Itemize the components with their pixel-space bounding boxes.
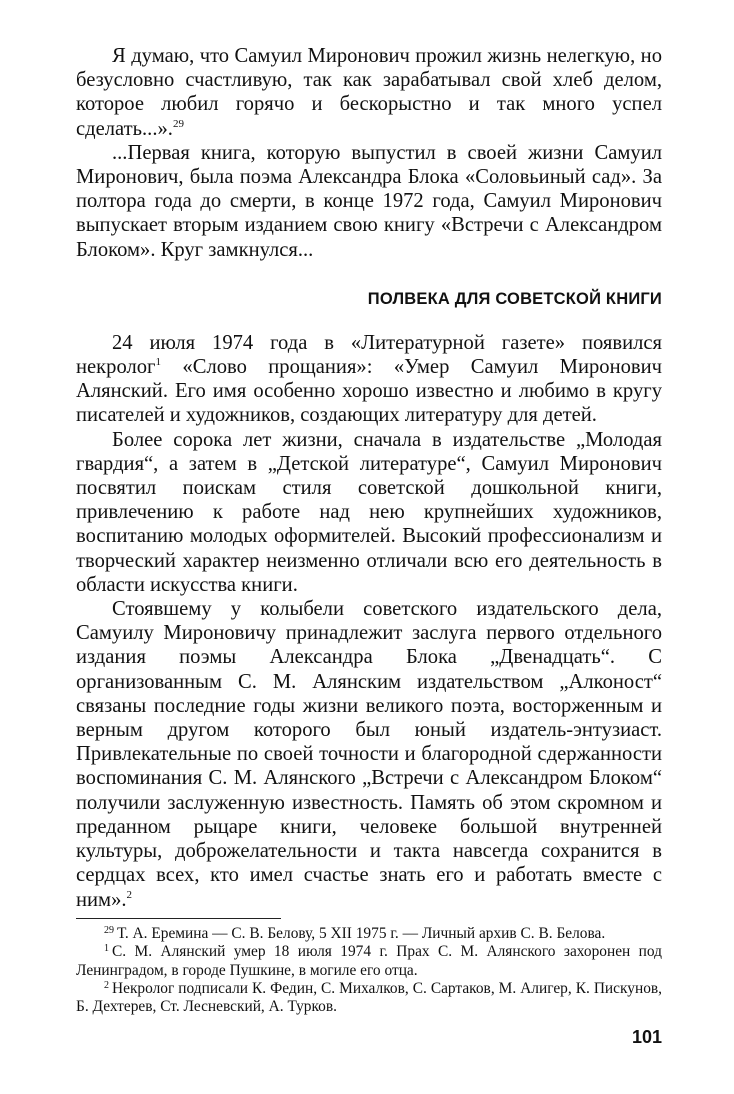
footnote-1-text: С. М. Алянский умер 18 июля 1974 г. Прах С. М. Алянского захоронен под Ленинградом, в городе Пушкине, в могиле его отца. — [76, 943, 662, 979]
paragraph-4: Более сорока лет жизни, сначала в издательстве „Молодая гвардия“, а затем в „Детской литературе“, Самуил Миронович посвятил поискам стиля советской дошкольной книги, привлечению к работе над нею крупнейших художников, воспитанию молодых оформителей. Высокий профессионализм и творческий характер неизменно отличали всю его деятельность в области искусства книги. — [76, 428, 662, 596]
paragraph-5-text: Стоявшему у колыбели советского издательского дела, Самуилу Мироновичу принадлежит заслуга первого отдельного издания поэмы Александра Блока „Двенадцать“. С организованным С. М. Алянским издательством „Алконост“ связаны последние годы жизни великого поэта, восторженным и верным другом которого был юный издатель-энтузиаст. Привлекательные по своей точности и благородной сдержанности воспоминания С. М. Алянского „Встречи с Александром Блоком“ получили заслуженную известность. Память об этом скромном и преданном рыцаре книги, человеке большой внутренней культуры, доброжелательности и такта навсегда сохранится в сердцах всех, кто имел счастье знать его и работать вместе с ним». — [76, 598, 662, 911]
paragraph-1-text: Я думаю, что Самуил Миронович прожил жизнь нелегкую, но безусловно счастливую, так как зарабатывал свой хлеб делом, которое любил горячо и бескорыстно и так много успел сделать...». — [76, 45, 662, 140]
footnote-29 — [76, 925, 662, 943]
footnote-2-text: Некролог подписали К. Федин, С. Михалков, С. Сартаков, М. Алигер, К. Пискунов, Б. Дехтерев, Ст. Лесневский, А. Турков. — [76, 979, 662, 1016]
page-number: 101 — [631, 1027, 662, 1047]
paragraph-1 — [76, 44, 662, 141]
footnotes — [76, 925, 662, 1017]
footnote-29-text: Т. А. Еремина — С. В. Белову, 5 XII 1975 г. — Личный архив С. В. Белова. — [117, 924, 606, 942]
footnote-2 — [76, 980, 662, 1017]
footnote-1-number: 1 — [104, 943, 109, 955]
footnote-ref-1: 1 — [155, 356, 162, 369]
section-heading: ПОЛВЕКА ДЛЯ СОВЕТСКОЙ КНИГИ — [367, 289, 662, 308]
paragraph-3 — [76, 331, 662, 428]
footnote-ref-29: 29 — [172, 117, 184, 130]
paragraph-3-text-a: 24 июля 1974 года в «Литературной газете» появился некролог — [76, 331, 662, 379]
main-text — [76, 44, 662, 912]
paragraph-3-text-b: «Слово прощания»: «Умер Самуил Миронович Алянский. Его имя особенно хорошо известно и любимо в кругу писателей и художников, создающих литературу для детей. — [76, 356, 662, 427]
footnote-29-number: 29 — [104, 924, 114, 936]
paragraph-2: ...Первая книга, которую выпустил в своей жизни Самуил Миронович, была поэма Александра Блока «Соловьиный сад». За полтора года до смерти, в конце 1972 года, Самуил Миронович выпускает вторым изданием свою книгу «Встречи с Александром Блоком». Круг замкнулся... — [76, 141, 662, 261]
footnote-ref-2: 2 — [126, 888, 133, 901]
footnote-divider — [76, 918, 281, 919]
paragraph-5 — [76, 597, 662, 912]
footnote-1 — [76, 943, 662, 980]
footnote-2-number: 2 — [104, 979, 109, 991]
